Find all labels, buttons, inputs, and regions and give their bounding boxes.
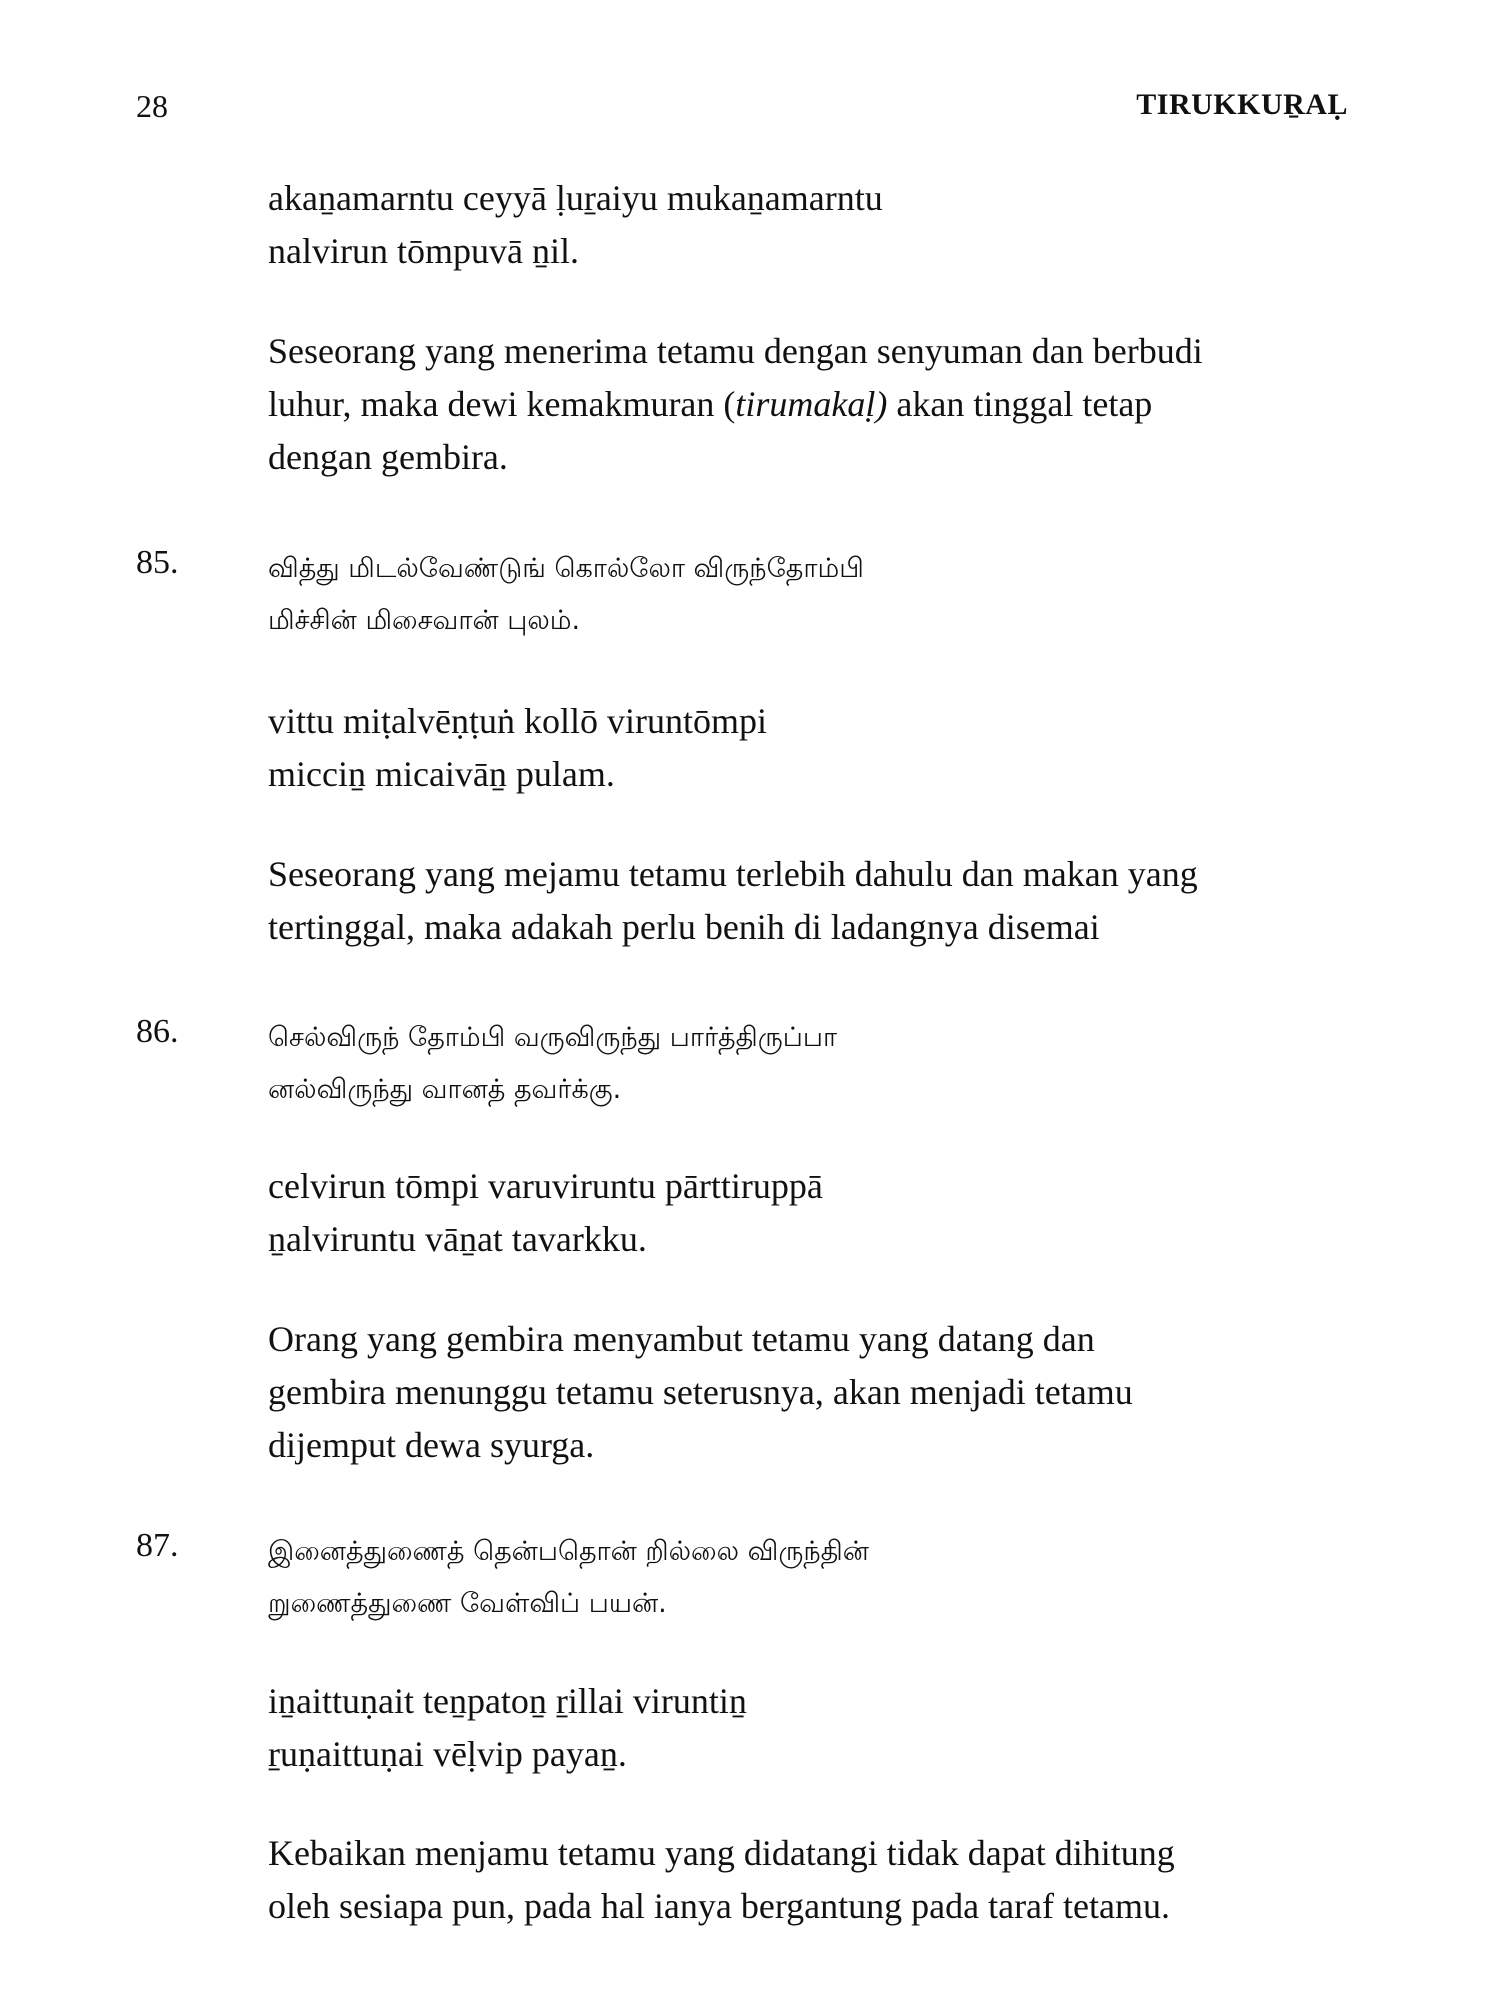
tamil-line: செல்விருந் தோம்பி வருவிருந்து பார்த்திருப்பா: [268, 1022, 838, 1053]
verse-number: 85.: [136, 544, 179, 581]
tamil-line: னல்விருந்து வானத் தவர்க்கு.: [268, 1074, 622, 1105]
page-number: 28: [136, 88, 168, 124]
tamil-line: இனைத்துணைத் தென்பதொன் றில்லை விருந்தின்: [268, 1536, 869, 1567]
tamil-verse: [268, 1526, 869, 1630]
translit-line: akaṉamarntu ceyyā ḷuṟaiyu mukaṉamarntu: [268, 178, 883, 218]
translit-line: nalvirun tōmpuvā ṉil.: [268, 231, 579, 271]
meaning-line: Seseorang yang mejamu tetamu terlebih dahulu dan makan yang: [268, 854, 1198, 894]
tamil-line: றுணைத்துணை வேள்விப் பயன்.: [268, 1588, 667, 1619]
intro-transliteration: [268, 172, 1378, 278]
translit-line: micciṉ micaivāṉ pulam.: [268, 754, 615, 794]
verse-number: 86.: [136, 1013, 179, 1050]
meaning-line: gembira menunggu tetamu seterusnya, akan menjadi tetamu: [268, 1372, 1133, 1412]
meaning-line: Seseorang yang menerima tetamu dengan senyuman dan berbudi: [268, 331, 1203, 371]
verse-transliteration: [268, 1675, 1378, 1781]
verse-meaning: [268, 1827, 1378, 1933]
verse-number: 87.: [136, 1527, 179, 1564]
verse-transliteration: [268, 1160, 1378, 1266]
tamil-verse: [268, 543, 864, 647]
translit-line: vittu miṭalvēṇṭuṅ kollō viruntōmpi: [268, 701, 767, 741]
verse-meaning: [268, 848, 1378, 954]
running-title: TIRUKKUṞAḶ: [1136, 88, 1348, 121]
meaning-line: tertinggal, maka adakah perlu benih di ladangnya disemai: [268, 907, 1100, 947]
italic-term: tirumakaḷ): [735, 384, 888, 424]
translit-line: iṉaittuṇait teṉpatoṉ ṟillai viruntiṉ: [268, 1681, 747, 1721]
tamil-line: வித்து மிடல்வேண்டுங் கொல்லோ விருந்தோம்பி: [268, 553, 864, 584]
translit-line: ṟuṇaittuṇai vēḷvip payaṉ.: [268, 1734, 627, 1774]
tamil-line: மிச்சின் மிசைவான் புலம்.: [268, 605, 581, 636]
meaning-text: luhur, maka dewi kemakmuran (: [268, 384, 736, 424]
tamil-verse: [268, 1012, 837, 1116]
meaning-line: oleh sesiapa pun, pada hal ianya bergantung pada taraf tetamu.: [268, 1886, 1170, 1926]
meaning-line: Kebaikan menjamu tetamu yang didatangi tidak dapat dihitung: [268, 1833, 1175, 1873]
verse-meaning: [268, 1313, 1378, 1472]
translit-line: ṉalviruntu vāṉat tavarkku.: [268, 1219, 647, 1259]
meaning-line: dengan gembira.: [268, 437, 508, 477]
meaning-text: akan tinggal tetap: [887, 384, 1153, 424]
meaning-line: dijemput dewa syurga.: [268, 1425, 595, 1465]
meaning-line: Orang yang gembira menyambut tetamu yang datang dan: [268, 1319, 1095, 1359]
translit-line: celvirun tōmpi varuviruntu pārttiruppā: [268, 1166, 823, 1206]
verse-transliteration: [268, 695, 1378, 801]
meaning-line: [268, 378, 1378, 431]
intro-meaning: [268, 325, 1378, 484]
